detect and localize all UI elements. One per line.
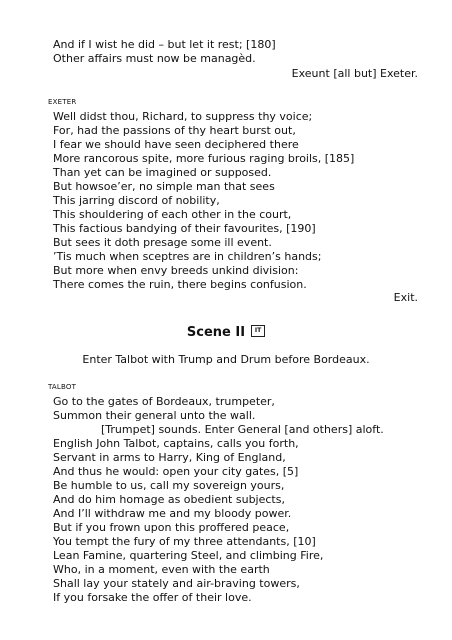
verse-line: And thus he would: open your city gates, [5] [53,465,299,478]
verse-line: ’Tis much when sceptres are in children’s hands; [53,250,322,263]
verse-line: Summon their general unto the wall. [53,409,256,422]
verse-line: But howsoe’er, no simple man that sees [53,180,275,193]
verse-line: For, had the passions of thy heart burst out, [53,124,296,137]
verse-line: Well didst thou, Richard, to suppress thy voice; [53,110,313,123]
verse-line: Than yet can be imagined or supposed. [53,166,272,179]
verse-line: There comes the ruin, there begins confusion. [53,278,307,291]
verse-line: And do him homage as obedient subjects, [53,493,285,506]
stage-direction-exit: Exit. [393,291,418,304]
verse-line: Shall lay your stately and air-braving towers, [53,577,300,590]
verse-line: Lean Famine, quartering Steel, and climbing Fire, [53,549,324,562]
verse-line: Be humble to us, call my sovereign yours, [53,479,285,492]
speaker-name-talbot: TALBOT [48,383,77,391]
verse-line: If you forsake the offer of their love. [53,591,252,604]
stage-direction-enter: Enter Talbot with Trump and Drum before Bordeaux. [82,353,370,366]
stage-direction-inline: [Trumpet] sounds. Enter General [and others] aloft. [101,423,384,436]
verse-line: Go to the gates of Bordeaux, trumpeter, [53,395,275,408]
speaker-name-exeter: EXETER [48,98,77,106]
verse-line: This jarring discord of nobility, [53,194,220,207]
verse-line: But sees it doth presage some ill event. [53,236,272,249]
verse-line: This shouldering of each other in the court, [53,208,292,221]
verse-line: But more when envy breeds unkind division: [53,264,299,277]
verse-line: I fear we should have seen deciphered there [53,138,299,151]
verse-line: English John Talbot, captains, calls you forth, [53,437,299,450]
stage-direction-exeunt: Exeunt [all but] Exeter. [291,67,418,80]
scene-heading [0,325,452,341]
verse-line: Who, in a moment, even with the earth [53,563,270,576]
verse-line: And I’ll withdraw me and my bloody power. [53,507,292,520]
verse-line: Servant in arms to Harry, King of England, [53,451,286,464]
verse-line: But if you frown upon this proffered peace, [53,521,290,534]
verse-line: And if I wist he did – but let it rest; [180] [53,38,276,51]
scene-title: Scene II [186,325,246,340]
verse-line: This factious bandying of their favourites, [190] [53,222,316,235]
verse-line: Other affairs must now be managèd. [53,52,256,65]
verse-line: More rancorous spite, more furious raging broils, [185] [53,152,355,165]
scene-marker-icon[interactable]: IT [251,325,265,337]
verse-line: You tempt the fury of my three attendants, [10] [53,535,316,548]
